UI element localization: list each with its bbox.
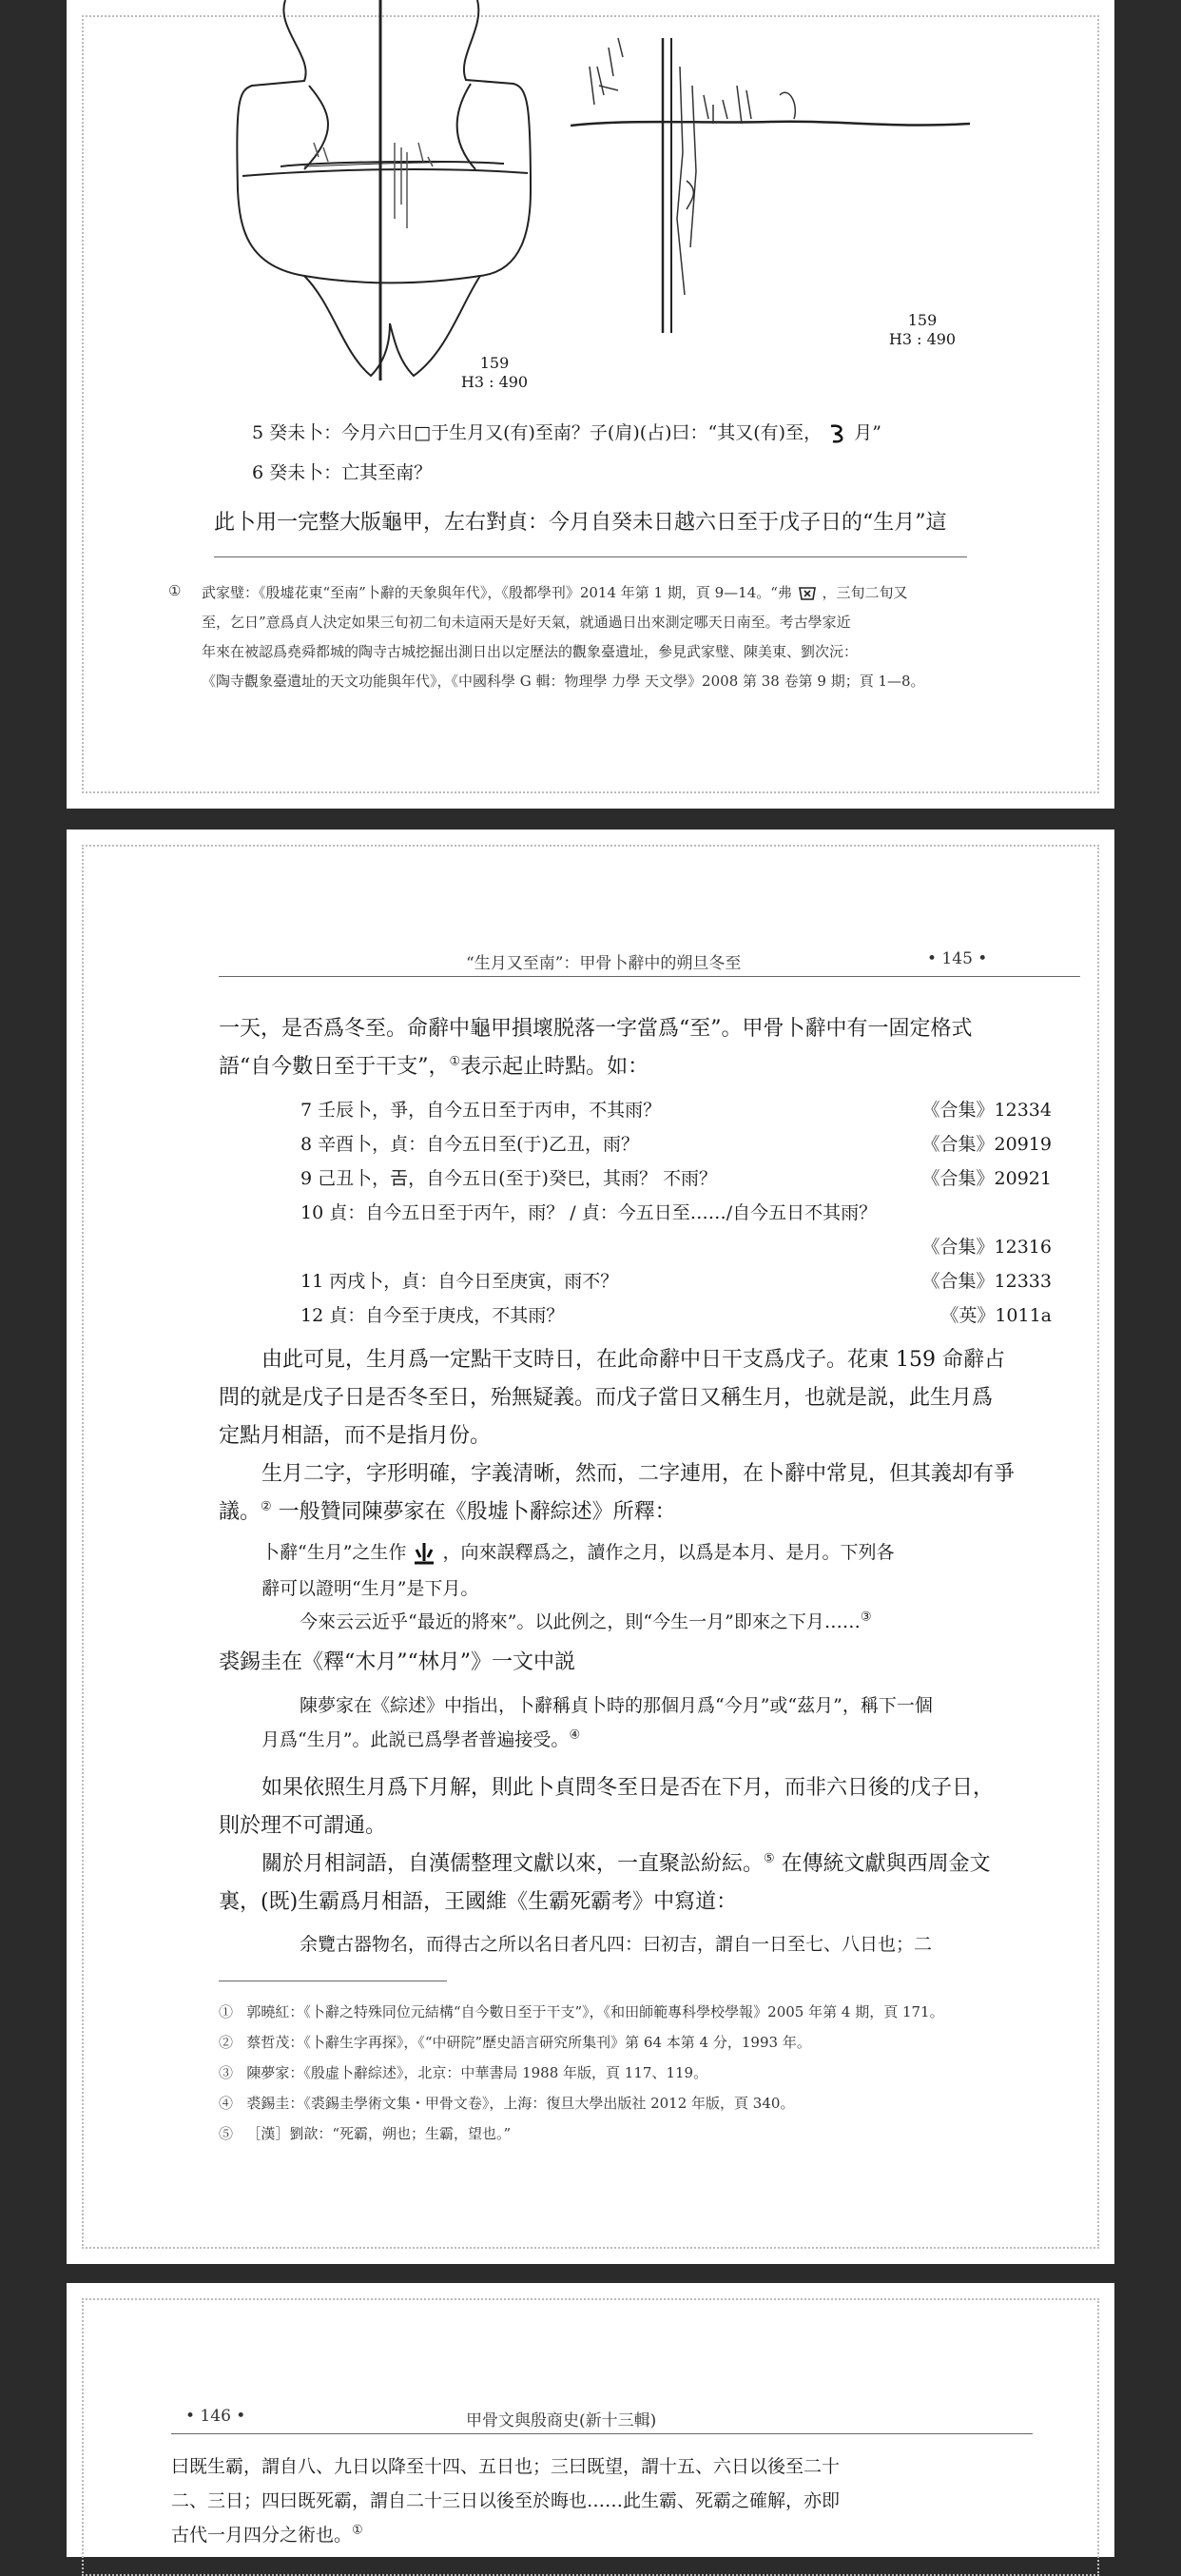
example-ref: 《合集》12316 [921, 1237, 1052, 1258]
footnote-text: 陳夢家：《殷虛卜辭綜述》，北京：中華書局 1988 年版，頁 117、119。 [246, 2064, 708, 2081]
quote1-line-1-b: ，向來誤釋爲之，讀作之月，以爲是本月、是月。下列各 [442, 1542, 895, 1563]
figure-right-number: 159 [907, 311, 938, 329]
para6-line-1-a: 關於月相詞語，自漢儒整理文獻以來，一直聚訟紛紜。 [261, 1852, 765, 1876]
example-ref: 《合集》12333 [921, 1271, 1052, 1292]
para4: 裘錫圭在《釋“木月”“林月”》一文中説 [219, 1650, 575, 1674]
para3-line-1: 生月二字，字形明確，字義清晰，然而，二字連用，在卜辭中常見，但其義却有爭 [261, 1462, 1016, 1486]
example-12 [300, 1301, 1052, 1336]
quote1-line-2: 辭可以證明“生月”是下月。 [261, 1578, 479, 1599]
footnote-5 [219, 2123, 511, 2143]
quote2-line-2-text: 月爲“生月”。此説已爲學者普遍接受。 [261, 1729, 570, 1750]
example-9 [300, 1164, 1052, 1199]
footnote-3 [219, 2062, 707, 2082]
para6-line-1-b: 在傳統文獻與西周金文 [774, 1852, 991, 1876]
running-header: 甲骨文與殷商史(新十三輯) [466, 2411, 657, 2430]
footnote-ref-3[interactable]: ③ [860, 1610, 872, 1625]
footnote-ref-5[interactable]: ⑤ [764, 1851, 775, 1866]
page-144 [67, 0, 1114, 809]
example-ref: 《合集》20919 [921, 1134, 1052, 1155]
header-rule [219, 976, 1080, 977]
example-10-ref [300, 1233, 1052, 1267]
footnote-text: 蔡哲茂：《卜辭生字再探》，《“中研院”歷史語言研究所集刊》第 64 本第 4 分，1993 年。 [246, 2034, 811, 2051]
para3-line-2-a: 議。 [219, 1500, 261, 1524]
footnote-ref-4[interactable]: ④ [569, 1727, 581, 1743]
page-number: • 145 • [927, 949, 988, 968]
footnote-line-3: 年來在被認爲堯舜都城的陶寺古城挖掘出測日出以定歷法的觀象臺遺址，參見武家璧、陳美東、劉次沅： [202, 643, 859, 660]
quote1-line-3 [300, 1608, 872, 1633]
quote2-line-2 [261, 1726, 580, 1751]
quote-cont-line-3-text: 古代一月四分之術也。 [171, 2525, 353, 2546]
quote-cont-line-3 [171, 2521, 363, 2547]
footnote-text: ［漢］劉歆：“死霸，朔也；生霸，望也。” [246, 2125, 512, 2142]
quote-cont-line-2: 二、三日；四曰既死霸，謂自二十三日以後至於晦也……此生霸、死霸之確解，亦即 [171, 2490, 841, 2511]
quote2-line-1: 陳夢家在《綜述》中指出，卜辭稱貞卜時的那個月爲“今月”或“茲月”，稱下一個 [300, 1695, 933, 1716]
footnote-mark: ① [219, 2003, 234, 2020]
figure-left-number: 159 [479, 354, 510, 372]
plastron-drawing [228, 0, 532, 400]
footnote-line-1-b: ，三旬二旬又 [822, 584, 908, 601]
footnote-4 [219, 2093, 794, 2113]
footnote-mark: ⑤ [219, 2125, 234, 2142]
footnote-ref-1[interactable]: ① [449, 1054, 461, 1069]
para2-line-3: 定點月相語，而不是指月份。 [219, 1424, 492, 1448]
page-145 [67, 829, 1114, 2264]
quote1-line-3-text: 今來云云近乎“最近的將來”。以此例之，則“今生一月”即來之下月…… [300, 1611, 861, 1632]
example-7 [300, 1096, 1052, 1130]
example-text: 9 己丑卜，𢀛，自今五日(至于)癸巳，其雨？ 不雨？ [300, 1168, 717, 1189]
example-text: 7 壬辰卜，爭，自今五日至于丙申，不其雨？ [300, 1100, 662, 1121]
figure-right-label [884, 311, 960, 349]
para3-line-2-b: 一般贊同陳夢家在《殷墟卜辭綜述》所釋： [271, 1500, 676, 1524]
figure-right-code: H3 : 490 [888, 330, 957, 348]
footnote-line-1 [202, 582, 908, 602]
inscription-5-text: 5 癸未卜：今月六日□于生月又(有)至南？子(肩)(占)曰：“其又(有)至， [252, 422, 823, 443]
example-text: 11 丙戌卜，貞：自今日至庚寅，雨不？ [300, 1271, 619, 1292]
example-text: 10 貞：自今五日至于丙午，雨？ / 貞：今五日至……/自今五日不其雨？ [300, 1202, 878, 1223]
footnote-mark: ③ [219, 2064, 234, 2081]
para1-line-2-b: 表示起止時點。如： [460, 1055, 649, 1079]
para5-line-1: 如果依照生月爲下月解，則此卜貞問冬至日是否在下月，而非六日後的戊子日， [261, 1776, 995, 1800]
para2-line-2: 問的就是戊子日是否冬至日，殆無疑義。而戊子當日又稱生月，也就是説，此生月爲 [219, 1386, 994, 1410]
quote-cont-line-1: 曰既生霸，謂自八、九日以降至十四、五日也；三曰既望，謂十五、六日以後至二十 [171, 2456, 841, 2477]
example-ref: 《合集》20921 [921, 1168, 1052, 1189]
body-paragraph: 此卜用一完整大版龜甲，左右對貞：今月自癸未日越六日至于戊子日的“生月”這 [214, 511, 947, 535]
header-rule [171, 2433, 1033, 2434]
footnote-mark: ④ [219, 2095, 234, 2112]
para1-line-2-a: 語“自今數日至于干支”， [219, 1055, 450, 1079]
footnote-2 [219, 2032, 811, 2052]
example-10 [300, 1199, 1052, 1233]
example-ref: 《英》1011a [940, 1305, 1052, 1326]
footnote-line-2: 至，乞日”意爲貞人決定如果三旬初二旬未這兩天是好天氣，就通過日出來測定哪天日南至。考古學家近 [202, 614, 851, 631]
oracle-glyph-fu-icon [797, 585, 818, 602]
footnote-marker: ① [168, 582, 182, 599]
page-number: • 146 • [185, 2407, 246, 2426]
inscription-5 [252, 419, 881, 445]
quote1-line-1-a: 卜辭“生月”之生作 [261, 1542, 407, 1563]
example-ref: 《合集》12334 [921, 1100, 1052, 1121]
example-11 [300, 1267, 1052, 1301]
para3-line-2 [219, 1495, 676, 1525]
footnote-text: 裘錫圭：《裘錫圭學術文集・甲骨文卷》，上海：復旦大學出版社 2012 年版，頁 340。 [246, 2095, 795, 2112]
running-header: “生月又至南”：甲骨卜辭中的朔旦冬至 [466, 954, 742, 973]
footnote-1 [219, 2001, 944, 2021]
example-text: 12 貞：自今至于庚戌，不其雨？ [300, 1305, 565, 1326]
example-text: 8 辛酉卜，貞：自今五日至(于)乙丑，雨？ [300, 1134, 639, 1155]
figure-left-code: H3 : 490 [460, 373, 529, 391]
para6-line-1 [261, 1847, 991, 1877]
para6-line-2: 裏，(既)生霸爲月相語，王國維《生霸死霸考》中寫道： [219, 1890, 738, 1914]
footnote-line-4: 《陶寺觀象臺遺址的天文功能與年代》，《中國科學 G 輯：物理學 力學 天文學》2008 第 38 卷第 9 期；頁 1—8。 [202, 673, 925, 690]
footnote-ref-1[interactable]: ① [352, 2523, 363, 2538]
oracle-glyph-icon [827, 422, 848, 445]
footnote-ref-2[interactable]: ② [261, 1499, 272, 1514]
footnote-mark: ② [219, 2034, 234, 2051]
para1-line-2 [219, 1050, 649, 1080]
footnote-line-1-a: 武家璧：《殷墟花東“至南”卜辭的天象與年代》，《殷都學刊》2014 年第 1 期，頁 9—14。“弗 [202, 584, 792, 601]
footnote-divider [214, 556, 967, 557]
footnote-text: 郭曉紅：《卜辭之特殊同位元結構“自今數日至于干支”》，《和田師範專科學校學報》2005 年第 4 期，頁 171。 [246, 2003, 944, 2020]
para2-line-1: 由此可見，生月爲一定點干支時日，在此命辭中日干支爲戊子。花東 159 命辭占 [261, 1348, 1005, 1372]
inscription-6: 6 癸未卜：亡其至南？ [252, 462, 433, 483]
inscription-5-end: 月” [854, 422, 881, 443]
para1-line-1: 一天，是否爲冬至。命辭中龜甲損壞脱落一字當爲“至”。甲骨卜辭中有一固定格式 [219, 1017, 973, 1041]
example-8 [300, 1130, 1052, 1164]
inscription-detail-drawing [571, 29, 970, 333]
quote3: 余覽古器物名，而得古之所以名日者凡四：曰初吉，謂自一日至七、八日也；二 [300, 1934, 933, 1955]
page-146 [67, 2283, 1114, 2557]
quote1-line-1 [261, 1538, 895, 1567]
oracle-glyph-sheng-icon [412, 1540, 436, 1567]
figure-left-label [456, 354, 532, 392]
para5-line-2: 則於理不可謂通。 [219, 1814, 387, 1838]
